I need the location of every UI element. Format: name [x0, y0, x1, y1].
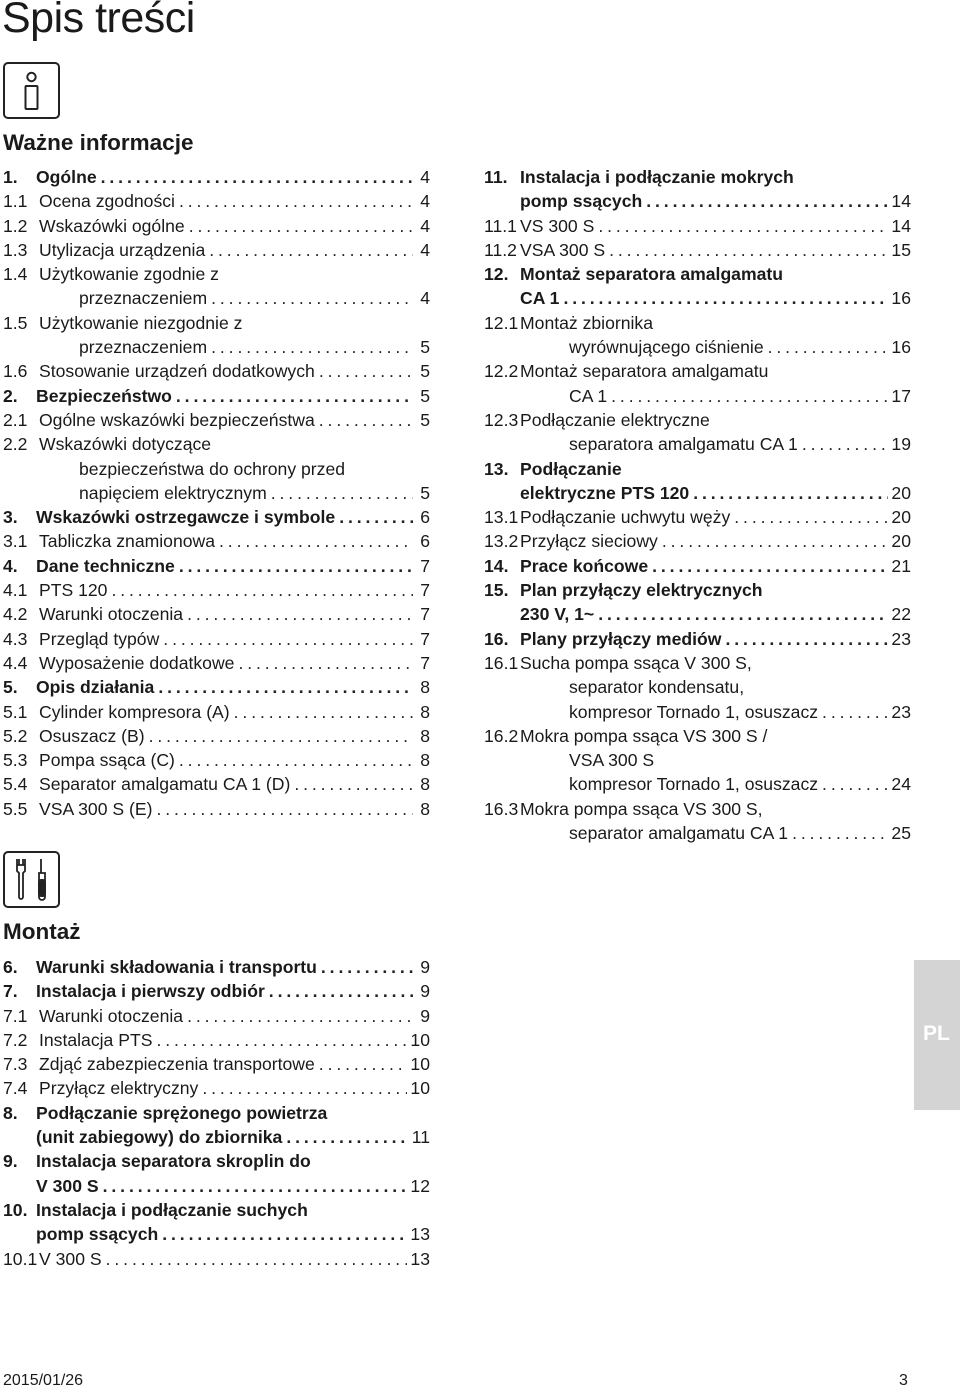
toc-entry[interactable]: 7.3 Zdjąć zabezpieczenia transportowe . . . 10 [3, 1052, 430, 1076]
toc-entry-cont[interactable]: separator kondensatu, [569, 677, 745, 698]
toc-entry[interactable]: 3.1 Tabliczka znamionowa . . . 6 [3, 529, 430, 553]
toc-entry[interactable]: 1.5 Użytkowanie niezgodnie z [3, 312, 243, 333]
toc-entry[interactable]: 2.2 Wskazówki dotyczące [3, 434, 212, 455]
toc-entry-cont[interactable]: kompresor Tornado 1, osuszacz . . . 23 [484, 700, 911, 724]
toc-entry[interactable]: 1.6 Stosowanie urządzeń dodatkowych . . . 5 [3, 359, 430, 383]
toc-entry[interactable]: 5.5 VSA 300 S (E) . . . 8 [3, 797, 430, 821]
toc-entry[interactable]: 4.2 Warunki otoczenia . . . 7 [3, 602, 430, 626]
toc-entry-cont[interactable]: napięciem elektrycznym . . . 5 [3, 481, 430, 505]
toc-entry[interactable]: 5.2 Osuszacz (B) . . . 8 [3, 724, 430, 748]
toc-entry-cont[interactable]: kompresor Tornado 1, osuszacz . . . 24 [484, 772, 911, 796]
toc-entry-cont[interactable]: separator amalgamatu CA 1 . . . 25 [484, 821, 911, 845]
toc-entry-cont[interactable]: przeznaczeniem . . . 5 [3, 335, 430, 359]
toc-entry-cont[interactable]: wyrównującego ciśnienie . . . 16 [484, 335, 911, 359]
toc-entry[interactable]: 1. Ogólne . . . 4 [3, 165, 430, 189]
toc-entry[interactable]: 8. Podłączanie sprężonego powietrza [3, 1102, 328, 1123]
toc-entry-cont[interactable]: bezpieczeństwa do ochrony przed [79, 458, 346, 479]
toc-entry[interactable]: 12. Montaż separatora amalgamatu [484, 264, 784, 285]
toc-entry[interactable]: 7.4 Przyłącz elektryczny . . . 10 [3, 1076, 430, 1100]
toc-entry[interactable]: 5. Opis działania . . . 8 [3, 675, 430, 699]
toc-entry-cont[interactable]: (unit zabiegowy) do zbiornika . . . 11 [3, 1125, 430, 1149]
toc-left-montaz [3, 955, 430, 1271]
toc-entry[interactable]: 7.2 Instalacja PTS . . . 10 [3, 1028, 430, 1052]
toc-entry[interactable]: 7.1 Warunki otoczenia . . . 9 [3, 1004, 430, 1028]
toc-entry[interactable]: 10. Instalacja i podłączanie suchych [3, 1199, 308, 1220]
section-heading-montaz: Montaż [3, 919, 81, 944]
toc-entry[interactable]: 10.1 V 300 S . . . 13 [3, 1247, 430, 1271]
toc-entry[interactable]: 13.1 Podłączanie uchwytu węży . . . 20 [484, 505, 911, 529]
toc-entry[interactable]: 14. Prace końcowe . . . 21 [484, 554, 911, 578]
toc-entry-cont[interactable]: przeznaczeniem . . . 4 [3, 286, 430, 310]
toc-entry[interactable]: 2.1 Ogólne wskazówki bezpieczeństwa . . . 5 [3, 408, 430, 432]
toc-entry[interactable]: 4. Dane techniczne . . . 7 [3, 554, 430, 578]
toc-entry[interactable]: 13.2 Przyłącz sieciowy . . . 20 [484, 529, 911, 553]
toc-entry[interactable]: 16. Plany przyłączy mediów . . . 23 [484, 627, 911, 651]
toc-entry[interactable]: 16.2 Mokra pompa ssąca VS 300 S / [484, 725, 768, 746]
toc-left-info [3, 165, 430, 821]
toc-entry[interactable]: 5.3 Pompa ssąca (C) . . . 8 [3, 748, 430, 772]
toc-entry[interactable]: 3. Wskazówki ostrzegawcze i symbole . . . 6 [3, 505, 430, 529]
language-label: PL [923, 1022, 950, 1045]
toc-entry[interactable]: 4.1 PTS 120 . . . 7 [3, 578, 430, 602]
toc-right [484, 165, 911, 845]
toc-entry[interactable]: 16.1 Sucha pompa ssąca V 300 S, [484, 652, 752, 673]
toc-entry-cont[interactable]: V 300 S . . . 12 [3, 1174, 430, 1198]
toc-entry[interactable]: 6. Warunki składowania i transportu . . . 9 [3, 955, 430, 979]
toc-entry[interactable]: 1.1 Ocena zgodności . . . 4 [3, 189, 430, 213]
toc-entry[interactable]: 2. Bezpieczeństwo . . . 5 [3, 384, 430, 408]
toc-entry[interactable]: 1.4 Użytkowanie zgodnie z [3, 264, 219, 285]
toc-entry-cont[interactable]: 230 V, 1~ . . . 22 [484, 602, 911, 626]
toc-entry[interactable]: 5.4 Separator amalgamatu CA 1 (D) . . . 8 [3, 772, 430, 796]
page-number: 3 [899, 1372, 908, 1389]
toc-entry[interactable]: 4.3 Przegląd typów . . . 7 [3, 627, 430, 651]
toc-entry[interactable]: 11.1 VS 300 S . . . 14 [484, 214, 911, 238]
section-heading-info: Ważne informacje [3, 130, 194, 155]
page-title: Spis treści [2, 0, 195, 42]
toc-entry-cont[interactable]: CA 1 . . . 17 [484, 384, 911, 408]
toc-entry[interactable]: 12.3 Podłączanie elektryczne [484, 409, 710, 430]
toc-entry[interactable]: 1.3 Utylizacja urządzenia . . . 4 [3, 238, 430, 262]
tools-icon [3, 851, 60, 908]
toc-entry[interactable]: 12.2 Montaż separatora amalgamatu [484, 361, 769, 382]
footer-date: 2015/01/26 [3, 1372, 84, 1389]
toc-entry[interactable]: 16.3 Mokra pompa ssąca VS 300 S, [484, 798, 763, 819]
language-tab [914, 960, 960, 1110]
toc-entry-cont[interactable]: VSA 300 S [569, 750, 655, 771]
toc-entry[interactable]: 9. Instalacja separatora skroplin do [3, 1151, 311, 1172]
toc-entry[interactable]: 15. Plan przyłączy elektrycznych [484, 580, 763, 601]
toc-entry[interactable]: 1.2 Wskazówki ogólne . . . 4 [3, 214, 430, 238]
toc-entry[interactable]: 11. Instalacja i podłączanie mokrych [484, 167, 794, 187]
toc-entry[interactable]: 7. Instalacja i pierwszy odbiór . . . 9 [3, 979, 430, 1003]
toc-entry-cont[interactable]: pomp ssących . . . 14 [484, 189, 911, 213]
toc-entry[interactable]: 5.1 Cylinder kompresora (A) . . . 8 [3, 700, 430, 724]
info-icon [3, 62, 60, 119]
toc-entry-cont[interactable]: pomp ssących . . . 13 [3, 1222, 430, 1246]
toc-entry[interactable]: 4.4 Wyposażenie dodatkowe . . . 7 [3, 651, 430, 675]
toc-entry[interactable]: 13. Podłączanie [484, 458, 622, 479]
toc-entry[interactable]: 12.1 Montaż zbiornika [484, 312, 653, 333]
toc-entry[interactable]: 11.2 VSA 300 S . . . 15 [484, 238, 911, 262]
toc-entry-cont[interactable]: CA 1 . . . 16 [484, 286, 911, 310]
toc-entry-cont[interactable]: separatora amalgamatu CA 1 . . . 19 [484, 432, 911, 456]
toc-entry-cont[interactable]: elektryczne PTS 120 . . . 20 [484, 481, 911, 505]
